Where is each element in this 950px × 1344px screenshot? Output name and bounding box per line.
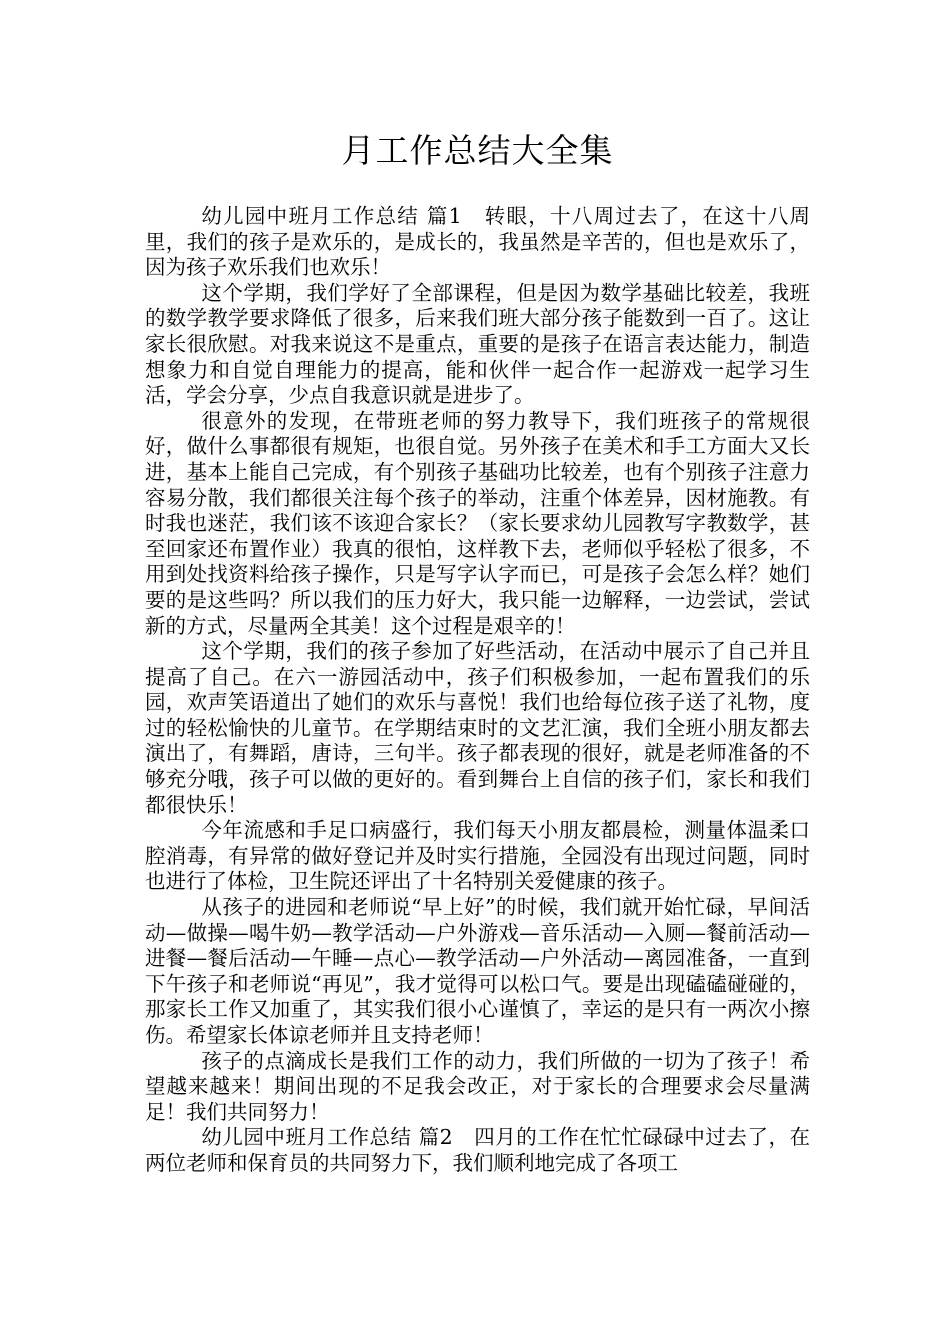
paragraph-7: 孩子的点滴成长是我们工作的动力，我们所做的一切为了孩子！希望越来越来！期间出现的不足我会改正，对于家长的合理要求会尽量满足！我们共同努力！ [145,1048,810,1124]
document-title: 月工作总结大全集 [341,131,614,170]
document-page [145,124,810,1177]
paragraph-3: 很意外的发现，在带班老师的努力教导下，我们班孩子的常规很好，做什么事都很有规矩，也很自觉。另外孩子在美术和手工方面大又长进，基本上能自己完成，有个别孩子基础功比较差，也有个别孩子注意力容易分散，我们都很关注每个孩子的举动，注重个体差异，因材施教。有时我也迷茫，我们该不该迎合家长？（家长要求幼儿园教写字教数学，甚至回家还布置作业）我真的很怕，这样教下去，老师似乎轻松了很多，不用到处找资料给孩子操作，只是写字认字而已，可是孩子会怎么样？她们要的是这些吗？所以我们的压力好大，我只能一边解释，一边尝试，尝试新的方式，尽量两全其美！这个过程是艰辛的！ [145,408,810,638]
paragraph-6: 从孩子的进园和老师说“早上好”的时候，我们就开始忙碌，早间活动—做操—喝牛奶—教学活动—户外游戏—音乐活动—入厕—餐前活动—进餐—餐后活动—午睡—点心—教学活动—户外活动—离园准备，一直到下午孩子和老师说“再见”，我才觉得可以松口气。要是出现磕磕碰碰的，那家长工作又加重了，其实我们很小心谨慎了，幸运的是只有一两次小擦伤。希望家长体谅老师并且支持老师！ [145,895,810,1047]
paragraph-5: 今年流感和手足口病盛行，我们每天小朋友都晨检，测量体温柔口腔消毒，有异常的做好登记并及时实行措施，全园没有出现过问题，同时也进行了体检，卫生院还评出了十名特别关爱健康的孩子。 [145,818,810,894]
paragraph-2: 这个学期，我们学好了全部课程，但是因为数学基础比较差，我班的数学教学要求降低了很多，后来我们班大部分孩子能数到一百了。这让家长很欣慰。对我来说这不是重点，重要的是孩子在语言表达能力，制造想象力和自觉自理能力的提高，能和伙伴一起合作一起游戏一起学习生活，学会分享，少点自我意识就是进步了。 [145,280,810,408]
document-body [145,204,810,1177]
paragraph-8: 幼儿园中班月工作总结 篇2 四月的工作在忙忙碌碌中过去了，在两位老师和保育员的共同努力下，我们顺利地完成了各项工 [145,1125,810,1175]
paragraph-1: 幼儿园中班月工作总结 篇1 转眼，十八周过去了，在这十八周里，我们的孩子是欢乐的，是成长的，我虽然是辛苦的，但也是欢乐了，因为孩子欢乐我们也欢乐！ [145,204,810,280]
paragraph-4: 这个学期，我们的孩子参加了好些活动，在活动中展示了自己并且提高了自己。在六一游园活动中，孩子们积极参加，一起布置我们的乐园，欢声笑语道出了她们的欢乐与喜悦！我们也给每位孩子送了礼物，度过的轻松愉快的儿童节。在学期结束时的文艺汇演，我们全班小朋友都去演出了，有舞蹈，唐诗，三句半。孩子都表现的很好，就是老师准备的不够充分哦，孩子可以做的更好的。看到舞台上自信的孩子们，家长和我们都很快乐！ [145,639,810,817]
